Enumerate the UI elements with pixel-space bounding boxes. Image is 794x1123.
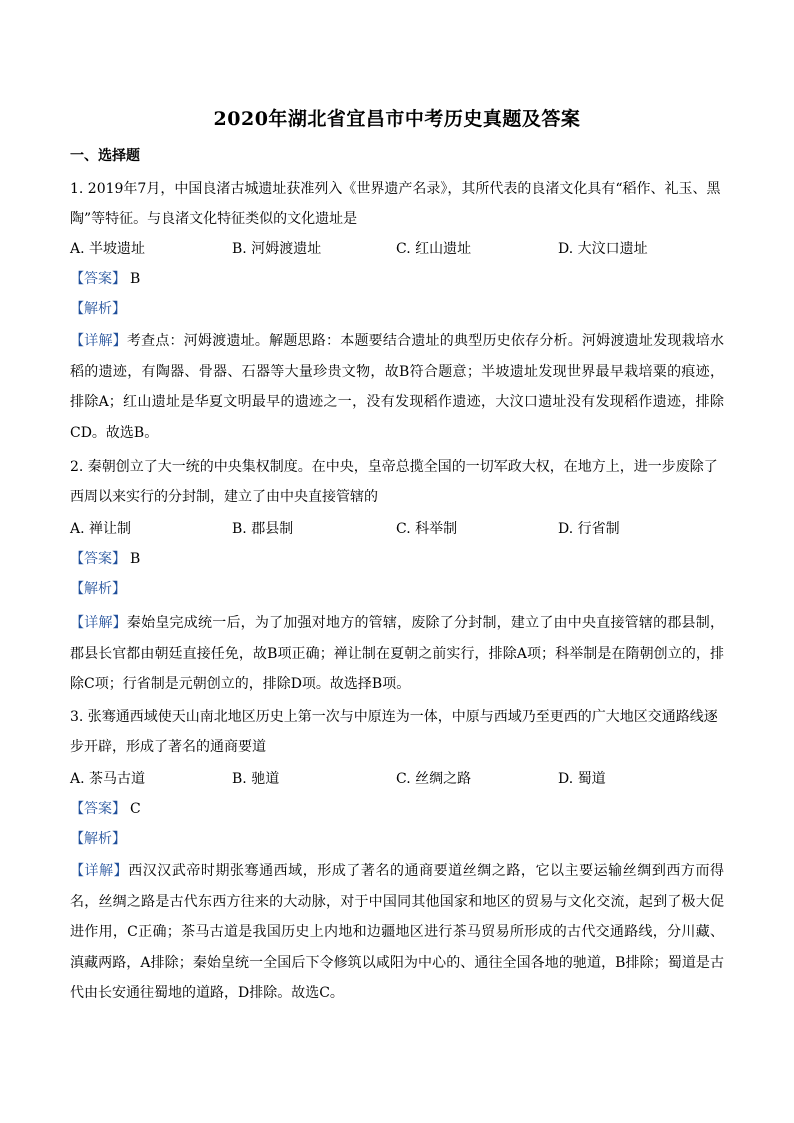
question-1-detail	[70, 326, 724, 448]
option-d: D. 行省制	[558, 521, 620, 537]
option-c: C. 红山遗址	[396, 241, 472, 257]
question-2-detail	[70, 608, 724, 700]
option-a: A. 半坡遗址	[70, 241, 146, 257]
question-2-answer	[70, 544, 140, 574]
option-c: C. 科举制	[396, 521, 458, 537]
detail-text: 考查点：河姆渡遗址。解题思路：本题要结合遗址的典型历史依存分析。河姆渡遗址发现栽培水稻的遗迹，有陶器、骨器、石器等大量珍贵文物，故B符合题意；半坡遗址发现世界最早栽培粟的痕迹，排除A；红山遗址是华夏文明最早的遗迹之一，没有发现稻作遗迹，大汶口遗址没有发现稻作遗迹，排除CD。故选B。	[70, 333, 724, 441]
question-3-stem: 3. 张骞通西域使天山南北地区历史上第一次与中原连为一体，中原与西域乃至更西的广大地区交通路线逐步开辟，形成了著名的通商要道	[70, 709, 718, 755]
analysis-tag: 【解析】	[70, 581, 126, 597]
detail-tag: 【详解】	[70, 333, 127, 349]
question-1-options	[70, 234, 724, 264]
option-a: A. 茶马古道	[70, 771, 146, 787]
option-b: B. 郡县制	[232, 521, 294, 537]
answer-value: C	[130, 801, 141, 817]
detail-text: 秦始皇完成统一后，为了加强对地方的管辖，废除了分封制，建立了由中央直接管辖的郡县制，郡县长官都由朝廷直接任免，故B项正确；禅让制在夏朝之前实行，排除A项；科举制是在隋朝创立的，排除C项；行省制是元朝创立的，排除D项。故选择B项。	[70, 615, 724, 692]
question-2-options	[70, 514, 724, 544]
option-c: C. 丝绸之路	[396, 771, 472, 787]
question-3-detail	[70, 856, 724, 1009]
answer-tag: 【答案】	[70, 271, 126, 287]
question-1-stem: 1. 2019年7月，中国良渚古城遗址获准列入《世界遗产名录》，其所代表的良渚文化具有“稻作、礼玉、黑陶”等特征。与良渚文化特征类似的文化遗址是	[70, 181, 721, 227]
option-a: A. 禅让制	[70, 521, 132, 537]
question-3-analysis-tag	[70, 824, 126, 854]
answer-tag: 【答案】	[70, 551, 126, 567]
detail-tag: 【详解】	[70, 615, 127, 631]
question-3-answer	[70, 794, 141, 824]
option-b: B. 驰道	[232, 771, 280, 787]
question-3-options	[70, 764, 724, 794]
answer-tag: 【答案】	[70, 801, 126, 817]
answer-value: B	[130, 271, 141, 287]
detail-tag: 【详解】	[70, 863, 129, 879]
analysis-tag: 【解析】	[70, 831, 126, 847]
option-d: D. 蜀道	[558, 771, 606, 787]
question-2-stem: 2. 秦朝创立了大一统的中央集权制度。在中央，皇帝总揽全国的一切军政大权，在地方上，进一步废除了西周以来实行的分封制，建立了由中央直接管辖的	[70, 459, 718, 505]
detail-text: 西汉汉武帝时期张骞通西域，形成了著名的通商要道丝绸之路，它以主要运输丝绸到西方而得名，丝绸之路是古代东西方往来的大动脉，对于中国同其他国家和地区的贸易与文化交流，起到了极大促进作用，C正确；茶马古道是我国历史上内地和边疆地区进行茶马贸易所形成的古代交通路线，分川藏、滇藏两路，A排除；秦始皇统一全国后下令修筑以咸阳为中心的、通往全国各地的驰道，B排除；蜀道是古代由长安通往蜀地的道路，D排除。故选C。	[70, 863, 725, 1001]
answer-value: B	[130, 551, 141, 567]
section-heading: 一、选择题	[70, 148, 140, 164]
question-2-analysis-tag	[70, 574, 126, 604]
document-title: 2020年湖北省宜昌市中考历史真题及答案	[213, 108, 581, 130]
option-d: D. 大汶口遗址	[558, 241, 648, 257]
question-1-answer	[70, 264, 140, 294]
analysis-tag: 【解析】	[70, 301, 126, 317]
question-1-analysis-tag	[70, 294, 126, 324]
option-b: B. 河姆渡遗址	[232, 241, 322, 257]
